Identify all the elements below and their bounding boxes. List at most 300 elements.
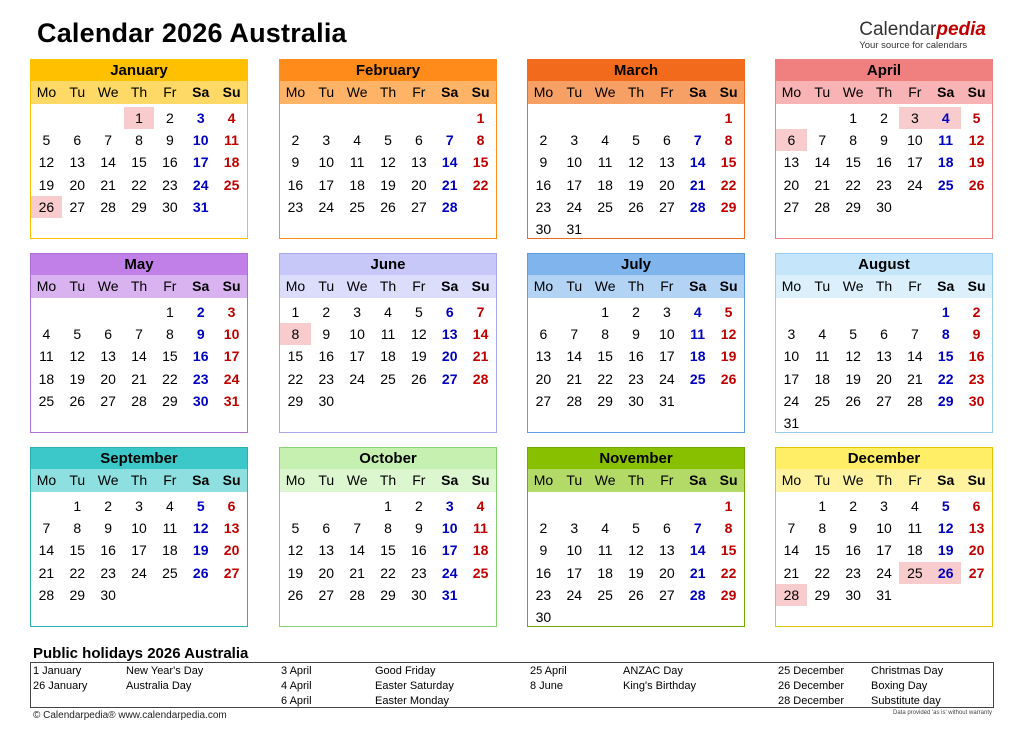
day-cell: 2 xyxy=(880,110,888,126)
day-cell: 24 xyxy=(349,370,365,387)
day-cell: 1 xyxy=(724,498,733,514)
day-cell: 13 xyxy=(411,154,427,171)
weekday-label: We xyxy=(346,84,368,100)
weekday-label: Th xyxy=(875,278,893,294)
holiday-names-col-2 xyxy=(375,664,454,709)
day-cell: 22 xyxy=(814,564,831,581)
day-cell: 24 xyxy=(876,564,892,581)
day-cell: 30 xyxy=(162,198,178,215)
day-cell: 28 xyxy=(814,198,831,215)
holiday-name: Boxing Day xyxy=(871,680,928,692)
empty-cell xyxy=(528,495,559,517)
day-cell: 2 xyxy=(632,304,640,320)
day-cell: 25 xyxy=(597,586,613,603)
weekday-label: Th xyxy=(130,472,148,488)
day-cell: 28 xyxy=(472,370,489,387)
day-cell: 1 xyxy=(165,304,174,320)
weekday-label: Sa xyxy=(937,278,955,294)
day-cell: 15 xyxy=(720,154,737,171)
day-cell: 11 xyxy=(39,348,54,365)
day-cell: 19 xyxy=(411,348,427,365)
weekday-header xyxy=(280,275,496,298)
month-name: June xyxy=(280,254,496,275)
day-cell: 5 xyxy=(291,520,300,537)
weekday-label: Fr xyxy=(908,278,922,294)
day-cell: 3 xyxy=(787,326,796,343)
day-cell: 11 xyxy=(380,326,396,343)
weekday-label: We xyxy=(97,84,119,100)
day-cell: 25 xyxy=(814,392,831,409)
day-cell: 26 xyxy=(628,198,644,215)
weekday-label: We xyxy=(842,278,864,294)
empty-cell xyxy=(311,495,342,517)
holiday-date: 26 January xyxy=(33,680,88,692)
weekday-label: Tu xyxy=(318,278,335,294)
month-august xyxy=(775,253,993,433)
weekday-label: Su xyxy=(222,278,241,294)
holiday-name: New Year's Day xyxy=(126,665,204,677)
weekday-label: Su xyxy=(719,84,738,100)
day-cell: 9 xyxy=(196,326,205,343)
holidays-table xyxy=(30,662,994,708)
day-cell: 14 xyxy=(472,326,489,343)
day-cell: 30 xyxy=(535,220,552,237)
day-cell: 10 xyxy=(566,542,583,559)
day-cell: 18 xyxy=(38,370,55,387)
day-cell: 8 xyxy=(724,520,733,537)
day-cell: 5 xyxy=(196,498,205,514)
holiday-day-cell: 1 xyxy=(124,107,155,129)
month-january xyxy=(30,59,248,239)
weekday-label: Sa xyxy=(689,84,707,100)
day-cell: 24 xyxy=(192,176,209,193)
day-cell: 24 xyxy=(566,586,583,603)
weekday-label: Sa xyxy=(441,278,459,294)
holiday-date: 8 June xyxy=(530,680,564,692)
weekday-header xyxy=(31,275,247,298)
holiday-dates-col-2 xyxy=(281,664,312,709)
weekday-label: Th xyxy=(379,472,397,488)
day-cell: 12 xyxy=(720,326,737,343)
day-cell: 17 xyxy=(223,348,240,365)
empty-cell xyxy=(434,107,465,129)
day-cell: 7 xyxy=(693,520,702,537)
day-cell: 23 xyxy=(192,370,209,387)
day-cell: 10 xyxy=(223,326,240,343)
day-cell: 29 xyxy=(720,586,737,603)
day-cell: 28 xyxy=(349,586,365,603)
day-cell: 26 xyxy=(628,586,644,603)
empty-cell xyxy=(682,107,713,129)
day-cell: 4 xyxy=(227,110,236,126)
day-cell: 23 xyxy=(535,198,552,215)
empty-cell xyxy=(342,495,373,517)
footer-disclaimer: Data provided 'as is' without warranty xyxy=(892,710,992,716)
weekday-label: Sa xyxy=(192,278,210,294)
holiday-day-cell: 8 xyxy=(280,323,311,345)
day-cell: 23 xyxy=(535,586,552,603)
day-cell: 9 xyxy=(291,154,300,171)
day-cell: 17 xyxy=(441,542,458,559)
empty-cell xyxy=(528,301,559,323)
holiday-day-cell: 4 xyxy=(930,107,961,129)
day-cell: 21 xyxy=(131,370,147,387)
day-cell: 28 xyxy=(689,198,706,215)
day-cell: 2 xyxy=(322,304,331,320)
day-cell: 7 xyxy=(693,132,702,149)
day-cell: 21 xyxy=(472,348,489,365)
day-cell: 3 xyxy=(445,498,454,514)
day-cell: 9 xyxy=(539,542,548,559)
day-cell: 13 xyxy=(69,154,86,171)
day-cell: 14 xyxy=(100,154,116,171)
day-grid xyxy=(776,301,992,434)
day-cell: 3 xyxy=(322,132,331,149)
day-cell: 4 xyxy=(42,326,51,343)
day-cell: 4 xyxy=(601,132,610,149)
calendarpedia-logo[interactable] xyxy=(859,20,986,51)
day-cell: 3 xyxy=(196,110,205,126)
day-cell: 28 xyxy=(131,392,147,409)
day-cell: 8 xyxy=(849,132,858,149)
weekday-header xyxy=(776,469,992,492)
holiday-name: ANZAC Day xyxy=(623,665,683,677)
holiday-day-cell: 26 xyxy=(930,562,961,584)
day-cell: 17 xyxy=(566,564,583,581)
day-cell: 14 xyxy=(38,542,55,559)
day-cell: 15 xyxy=(472,154,489,171)
weekday-label: Su xyxy=(471,472,490,488)
day-cell: 15 xyxy=(69,542,86,559)
empty-cell xyxy=(528,107,559,129)
day-cell: 27 xyxy=(535,392,552,409)
day-cell: 12 xyxy=(69,348,86,365)
month-june xyxy=(279,253,497,433)
day-cell: 26 xyxy=(69,392,86,409)
day-cell: 2 xyxy=(196,304,205,320)
day-cell: 20 xyxy=(69,176,86,193)
day-cell: 20 xyxy=(535,370,552,387)
day-cell: 19 xyxy=(38,176,55,193)
weekday-label: Mo xyxy=(36,472,57,488)
day-cell: 19 xyxy=(628,176,644,193)
day-cell: 20 xyxy=(318,564,335,581)
day-cell: 25 xyxy=(689,370,706,387)
day-cell: 24 xyxy=(659,370,675,387)
day-cell: 29 xyxy=(597,392,613,409)
day-cell: 16 xyxy=(535,176,552,193)
day-cell: 20 xyxy=(783,176,800,193)
day-cell: 4 xyxy=(910,498,919,514)
day-cell: 31 xyxy=(659,392,675,409)
day-cell: 16 xyxy=(192,348,209,365)
day-cell: 19 xyxy=(192,542,209,559)
weekday-label: Mo xyxy=(285,472,306,488)
day-cell: 5 xyxy=(632,132,640,149)
day-cell: 6 xyxy=(539,326,548,343)
day-cell: 10 xyxy=(318,154,335,171)
empty-cell xyxy=(559,495,590,517)
holiday-date: 25 December xyxy=(778,665,845,677)
day-cell: 23 xyxy=(318,370,335,387)
empty-cell xyxy=(559,107,590,129)
day-cell: 18 xyxy=(597,176,613,193)
day-cell: 25 xyxy=(380,370,396,387)
weekday-label: Th xyxy=(627,84,645,100)
weekday-label: Mo xyxy=(781,84,802,100)
day-cell: 11 xyxy=(938,132,954,149)
holiday-day-cell: 6 xyxy=(776,129,807,151)
day-cell: 27 xyxy=(223,564,240,581)
weekday-label: Mo xyxy=(533,472,554,488)
weekday-label: Sa xyxy=(441,472,459,488)
day-cell: 16 xyxy=(162,154,178,171)
day-cell: 24 xyxy=(441,564,458,581)
month-name: February xyxy=(280,60,496,81)
weekday-label: Fr xyxy=(163,84,177,100)
day-cell: 16 xyxy=(535,564,552,581)
month-december xyxy=(775,447,993,627)
day-grid xyxy=(280,301,496,412)
day-cell: 20 xyxy=(411,176,427,193)
weekday-label: Fr xyxy=(908,84,922,100)
day-cell: 29 xyxy=(380,586,396,603)
day-grid xyxy=(776,107,992,218)
month-name: March xyxy=(528,60,744,81)
holidays-title: Public holidays 2026 Australia xyxy=(33,645,249,662)
day-cell: 5 xyxy=(384,132,392,149)
day-cell: 12 xyxy=(628,542,644,559)
empty-cell xyxy=(62,107,93,129)
day-cell: 23 xyxy=(628,370,644,387)
empty-cell xyxy=(280,495,311,517)
day-cell: 10 xyxy=(876,520,892,537)
day-cell: 26 xyxy=(845,392,861,409)
day-cell: 11 xyxy=(907,520,923,537)
day-cell: 24 xyxy=(131,564,147,581)
day-cell: 9 xyxy=(414,520,423,537)
empty-cell xyxy=(311,107,342,129)
day-cell: 7 xyxy=(135,326,143,343)
empty-cell xyxy=(776,495,807,517)
day-cell: 30 xyxy=(100,586,116,603)
empty-cell xyxy=(559,301,590,323)
weekday-label: Th xyxy=(875,472,893,488)
holiday-name: Christmas Day xyxy=(871,665,944,677)
weekday-label: Tu xyxy=(566,84,583,100)
day-cell: 27 xyxy=(100,392,116,409)
weekday-label: Sa xyxy=(937,472,955,488)
weekday-label: We xyxy=(842,472,864,488)
day-cell: 26 xyxy=(192,564,209,581)
weekday-label: Fr xyxy=(412,84,426,100)
day-cell: 12 xyxy=(38,154,55,171)
empty-cell xyxy=(621,107,652,129)
weekday-label: We xyxy=(842,84,864,100)
day-cell: 22 xyxy=(720,564,737,581)
weekday-label: Tu xyxy=(814,472,831,488)
day-cell: 11 xyxy=(597,542,613,559)
day-cell: 18 xyxy=(689,348,706,365)
month-name: October xyxy=(280,448,496,469)
month-name: January xyxy=(31,60,247,81)
day-cell: 3 xyxy=(135,498,143,514)
day-cell: 21 xyxy=(38,564,55,581)
day-grid xyxy=(31,495,247,606)
day-cell: 12 xyxy=(937,520,954,537)
day-cell: 2 xyxy=(539,520,548,537)
day-cell: 20 xyxy=(659,564,675,581)
day-cell: 27 xyxy=(411,198,427,215)
day-cell: 24 xyxy=(783,392,800,409)
empty-cell xyxy=(651,107,682,129)
day-cell: 4 xyxy=(693,304,702,320)
day-cell: 20 xyxy=(441,348,458,365)
day-cell: 10 xyxy=(192,132,209,149)
day-cell: 7 xyxy=(42,520,51,537)
day-cell: 17 xyxy=(349,348,365,365)
day-cell: 17 xyxy=(566,176,583,193)
day-cell: 5 xyxy=(972,110,981,126)
footer-copyright[interactable]: © Calendarpedia® www.calendarpedia.com xyxy=(33,710,227,721)
day-cell: 4 xyxy=(384,304,392,320)
weekday-label: Mo xyxy=(285,278,306,294)
day-cell: 20 xyxy=(968,542,985,559)
day-cell: 11 xyxy=(473,520,488,537)
day-cell: 27 xyxy=(659,198,675,215)
day-cell: 6 xyxy=(662,520,671,537)
weekday-label: Fr xyxy=(660,472,674,488)
weekday-label: Fr xyxy=(412,472,426,488)
weekday-header xyxy=(776,81,992,104)
day-cell: 6 xyxy=(445,304,454,320)
empty-cell xyxy=(807,301,838,323)
day-cell: 24 xyxy=(907,176,923,193)
holiday-names-col-1 xyxy=(126,664,203,694)
day-cell: 3 xyxy=(570,520,579,537)
day-cell: 20 xyxy=(223,542,240,559)
day-cell: 1 xyxy=(818,498,827,514)
weekday-label: We xyxy=(346,278,368,294)
day-cell: 24 xyxy=(566,198,583,215)
holiday-date: 1 January xyxy=(33,665,82,677)
day-cell: 19 xyxy=(720,348,737,365)
day-cell: 27 xyxy=(968,564,985,581)
day-cell: 10 xyxy=(783,348,800,365)
day-cell: 2 xyxy=(849,498,858,514)
empty-cell xyxy=(280,107,311,129)
day-cell: 3 xyxy=(662,304,671,320)
logo-accent-text: pedia xyxy=(936,19,986,40)
holiday-name: Easter Monday xyxy=(375,695,449,707)
holiday-date: 26 December xyxy=(778,680,845,692)
month-february xyxy=(279,59,497,239)
month-november xyxy=(527,447,745,627)
day-cell: 3 xyxy=(353,304,362,320)
day-cell: 22 xyxy=(69,564,86,581)
day-cell: 5 xyxy=(941,498,950,514)
weekday-label: Su xyxy=(471,84,490,100)
weekday-label: Th xyxy=(130,278,148,294)
day-cell: 12 xyxy=(287,542,304,559)
day-cell: 4 xyxy=(818,326,827,343)
month-october xyxy=(279,447,497,627)
day-cell: 26 xyxy=(968,176,985,193)
holiday-name: King's Birthday xyxy=(623,680,697,692)
weekday-header xyxy=(31,81,247,104)
weekday-label: Mo xyxy=(285,84,306,100)
day-cell: 17 xyxy=(659,348,675,365)
day-cell: 29 xyxy=(162,392,178,409)
day-cell: 28 xyxy=(689,586,706,603)
day-cell: 15 xyxy=(597,348,613,365)
holiday-name: Easter Saturday xyxy=(375,680,454,692)
day-cell: 16 xyxy=(287,176,304,193)
weekday-label: Su xyxy=(222,84,241,100)
day-cell: 16 xyxy=(318,348,335,365)
day-cell: 5 xyxy=(632,520,640,537)
weekday-label: We xyxy=(97,278,119,294)
day-cell: 9 xyxy=(632,326,640,343)
day-cell: 13 xyxy=(968,520,985,537)
day-cell: 31 xyxy=(783,414,800,431)
day-cell: 6 xyxy=(227,498,236,514)
day-cell: 2 xyxy=(414,498,423,514)
day-cell: 26 xyxy=(380,198,396,215)
day-cell: 16 xyxy=(628,348,644,365)
empty-cell xyxy=(373,107,404,129)
month-march xyxy=(527,59,745,239)
day-cell: 25 xyxy=(472,564,489,581)
empty-cell xyxy=(776,301,807,323)
day-cell: 15 xyxy=(845,154,861,171)
empty-cell xyxy=(807,107,838,129)
day-grid xyxy=(31,301,247,412)
weekday-label: Th xyxy=(627,472,645,488)
weekday-label: Fr xyxy=(660,84,674,100)
day-cell: 7 xyxy=(353,520,362,537)
day-cell: 27 xyxy=(318,586,335,603)
day-cell: 7 xyxy=(476,304,485,320)
weekday-label: Fr xyxy=(163,472,177,488)
day-cell: 17 xyxy=(318,176,335,193)
holiday-day-cell: 3 xyxy=(899,107,930,129)
empty-cell xyxy=(651,495,682,517)
day-cell: 13 xyxy=(535,348,552,365)
day-cell: 27 xyxy=(69,198,86,215)
day-cell: 18 xyxy=(597,564,613,581)
day-cell: 13 xyxy=(659,154,675,171)
weekday-header xyxy=(776,275,992,298)
day-cell: 13 xyxy=(441,326,458,343)
weekday-label: Fr xyxy=(412,278,426,294)
weekday-label: Su xyxy=(719,472,738,488)
day-cell: 9 xyxy=(880,132,888,149)
day-grid xyxy=(31,107,247,218)
day-cell: 30 xyxy=(318,392,335,409)
day-cell: 17 xyxy=(131,542,147,559)
weekday-label: Th xyxy=(379,278,397,294)
day-cell: 22 xyxy=(597,370,613,387)
weekday-label: We xyxy=(594,278,616,294)
weekday-header xyxy=(280,469,496,492)
day-cell: 6 xyxy=(414,132,423,149)
day-cell: 20 xyxy=(659,176,675,193)
day-cell: 29 xyxy=(69,586,86,603)
weekday-label: Tu xyxy=(566,278,583,294)
day-cell: 20 xyxy=(100,370,116,387)
day-cell: 7 xyxy=(910,326,919,343)
